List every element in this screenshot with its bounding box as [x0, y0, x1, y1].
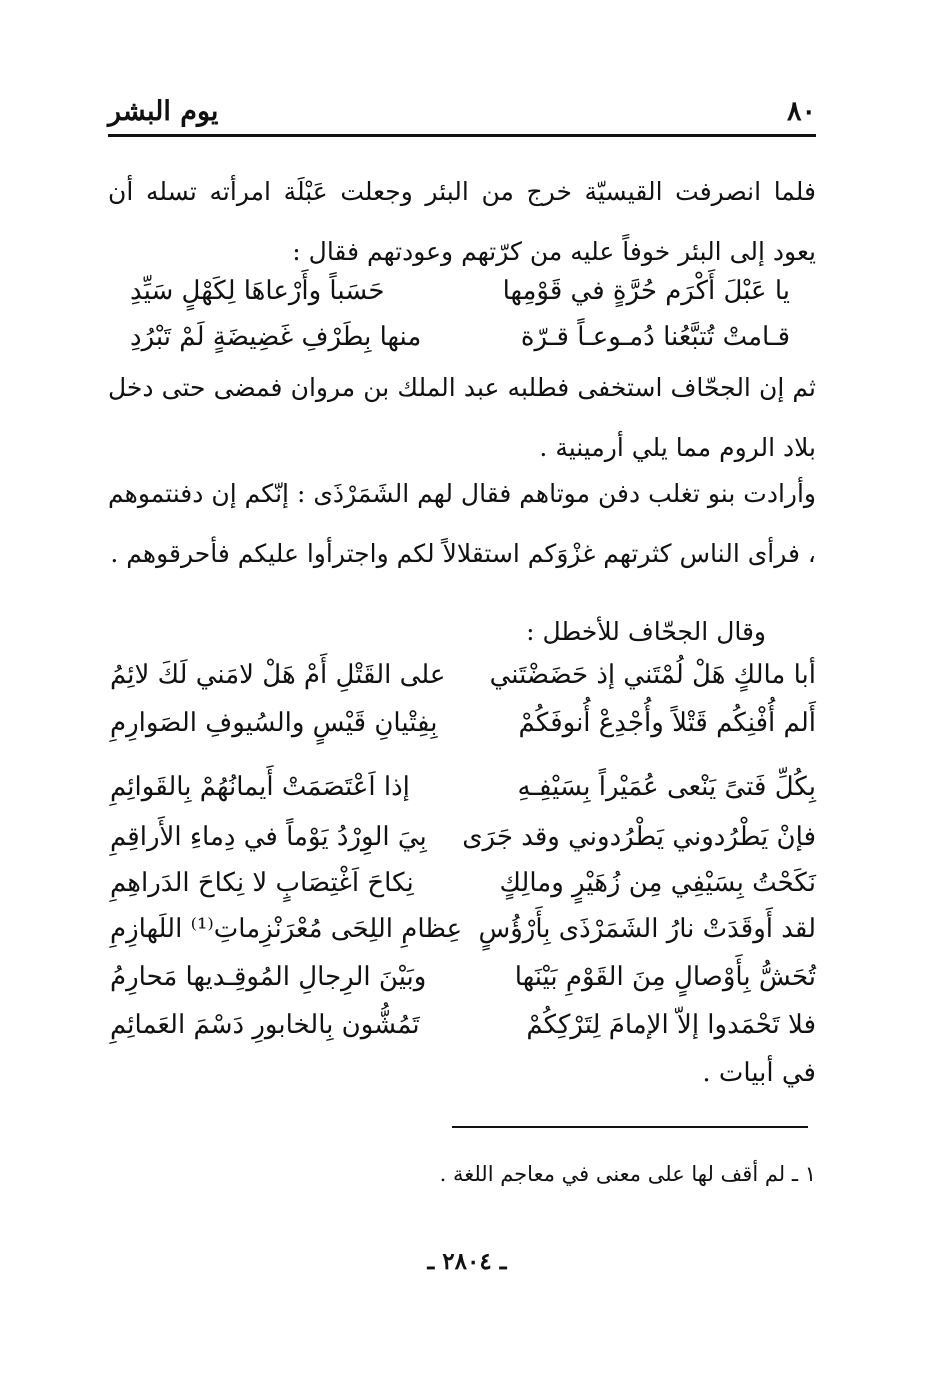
page-header — [108, 92, 816, 137]
verse-hemistich-right: يا عَبْلَ أَكْرَم حُرَّةٍ في قَوْمِها — [502, 276, 790, 306]
paragraph: فلما انصرفت القيسيّة خرج من البئر وجعلت عَبْلَة امرأته تسله أن يعود إلى البئر خوفاً عليه من كرّتهم وعودتهم فقال : — [108, 177, 816, 266]
verse-line — [130, 276, 790, 322]
running-title: يوم البشر — [108, 96, 219, 127]
verse-hemistich-right: فإنْ يَطْرُدوني يَطْرُدوني وقد جَرَى — [462, 822, 816, 852]
verse-hemistich-left: وبَيْنَ الرِجالِ المُوقِـديها مَحارِمُ — [110, 962, 427, 992]
footnote: ١ ـ لم أقف لها على معنى في معاجم اللغة . — [439, 1162, 816, 1186]
paragraph: وقال الجحّاف للأخطل : — [526, 617, 766, 646]
verse-hemistich-left: منها بِطَرْفِ غَضِيضَةٍ لَمْ تَبْرُدِ — [130, 322, 422, 352]
footnote-divider — [452, 1126, 808, 1128]
verse-hemistich-left: إذا اَعْتَصَمَتْ أَيمانُهُمْ بِالقَوائِمِ — [110, 772, 410, 802]
page-number: ٨٠ — [786, 96, 816, 127]
verse-hemistich-right: أبا مالكٍ هَلْ لُمْتَني إذ حَضَضْتَني — [489, 660, 816, 690]
paragraph: وأرادت بنو تغلب دفن موتاهم فقال لهم الشَمَرْذَى : إنّكم إن دفنتموهم ، فرأى الناس كثرتهم غزْوَكم استقلالاً لكم واجترأوا عليكم فأحرقوهم . — [108, 479, 816, 568]
verse-hemistich-right: نَكَحْتُ بِسَيْفِي مِن زُهَيْرٍ ومالِكٍ — [499, 868, 816, 898]
verse-hemistich-left: على القَتْلِ أَمْ هَلْ لامَني لَكَ لائِمُ — [110, 660, 446, 690]
verse-hemistich-right: قـامتْ تُتبَّعُنا دُمـوعـاً قـرّة — [520, 322, 790, 352]
verse-hemistich-right: فلا تَحْمَدوا إلاّ الإمامَ لِتَرْكِكُمْ — [526, 1010, 816, 1040]
verse-hemistich-left: عِظامِ اللِحَى مُعْرَنْزِماتِ⁽¹⁾ اللَهازِمِ — [110, 914, 463, 944]
verse-hemistich-right: لقد أَوقَدَتْ نارُ الشَمَرْذَى بِأَرْؤُسٍ — [478, 914, 816, 944]
verse-hemistich-right: بِكُلِّ فَتىً يَنْعى عُمَيْراً بِسَيْفِـهِ — [517, 772, 816, 802]
paragraph: ثم إن الجحّاف استخفى فطلبه عبد الملك بن مروان فمضى حتى دخل بلاد الروم مما يلي أرمينية . — [108, 373, 816, 462]
verse-hemistich-left: بِفِتْيانِ قَيْسٍ والسُيوفِ الصَوارِمِ — [110, 708, 438, 738]
verse-tail: في أبيات . — [702, 1058, 816, 1088]
verse-hemistich-left: حَسَباً وأَرْعاهَا لِكَهْلٍ سَيِّدِ — [130, 276, 385, 306]
verse-hemistich-right: تُحَشُّ بِأَوْصالٍ مِنَ القَوْمِ بَيْنَها — [514, 962, 816, 992]
verse-hemistich-left: نِكاحَ اَغْتِصَابٍ لا نِكاحَ الدَراهِمِ — [110, 868, 414, 898]
verse-hemistich-left: تَمُشُّون بِالخابورِ دَسْمَ العَمائِمِ — [110, 1010, 420, 1040]
verse-hemistich-right: أَلم أُفْنِكُم قَتْلاً وأُجْدِعْ أُنوفَكُمْ — [518, 708, 816, 738]
verse-hemistich-left: بِيَ الوِرْدُ يَوْماً في دِماءِ الأَراقِمِ — [110, 822, 427, 852]
folio-number: ـ ٢٨٠٤ ـ — [427, 1248, 507, 1275]
